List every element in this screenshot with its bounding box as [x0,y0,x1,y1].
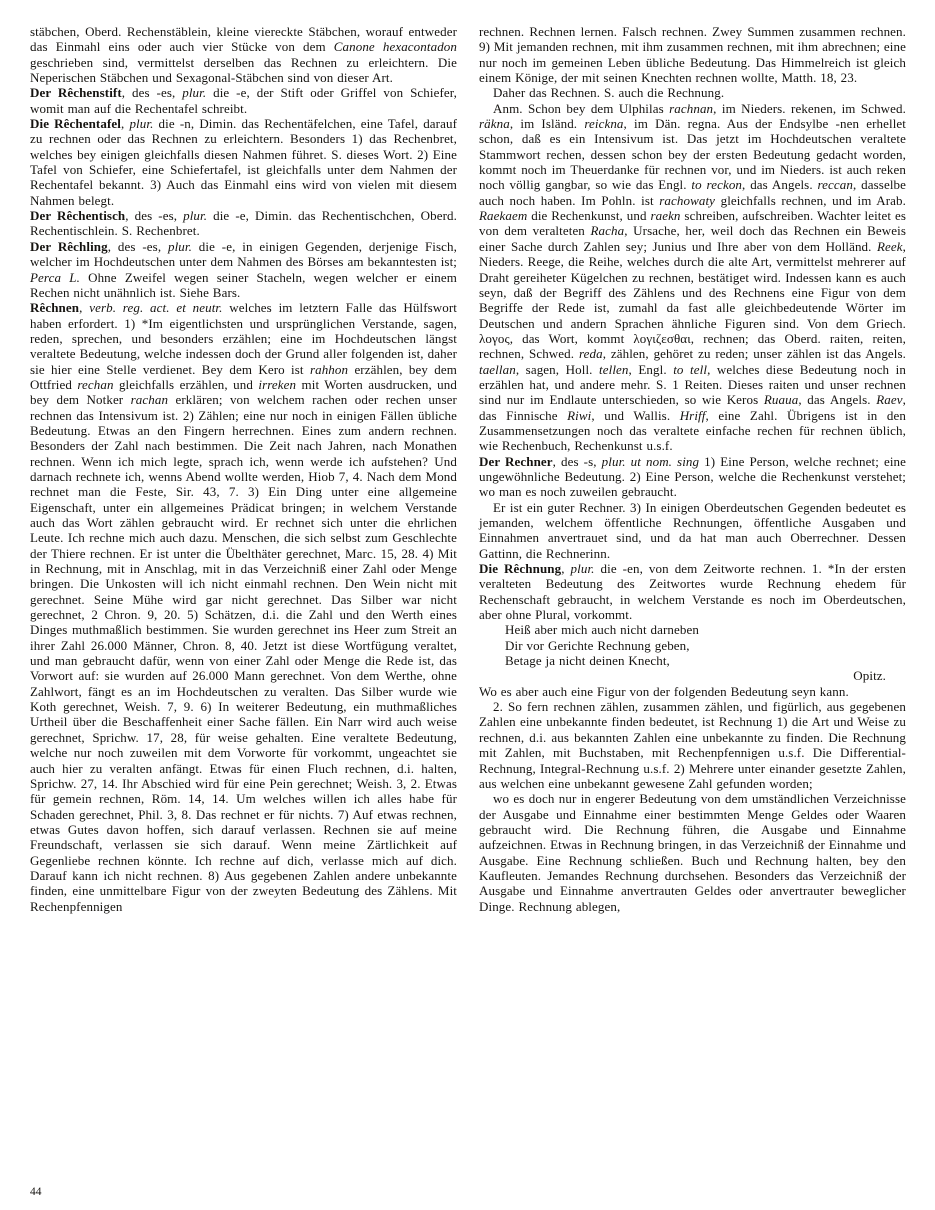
text-run: geschrieben sind, vermittelst derselben das Rechnen zu erleichtern. Die Neperischen Stäbchen und Sexagonal-Stäbchen sind von dieser Art. [30,54,457,86]
text-run: schreiben, aufschreiben. Wachter leitet es von dem veralteten [479,208,906,239]
paragraph [479,85,906,100]
text-run: Ohne Zweifel wegen seiner Stacheln, wegen welcher er einem Rechen nicht unähnlich ist. Siehe Bars. [30,269,457,300]
text-run: , des -s, [552,453,602,469]
text-run: , das Finnische [479,392,906,423]
page-number: 44 [30,1186,42,1198]
text-run: plur. [570,561,595,577]
text-run: Racha [590,223,625,239]
paragraph [479,684,906,699]
text-run: , [561,561,571,577]
text-column-right [479,24,906,914]
text-run: rachan [130,392,169,408]
text-run: , welches diese Bedeutung noch in erzählen hat, und andere mehr. S. 1 Reiten. Dieses raiten und unser rechnen sind nur im Endlaute unterschieden, so wie Keros [479,361,906,408]
text-run: , sagen, Holl. [515,361,600,377]
text-run: , das Angels. [798,392,877,408]
headword: Der Rêchenstift [30,85,122,101]
text-run: reickna [584,116,624,132]
text-run: erklären; von welchem rachen oder rechen unser rechnen das Intensivum ist. 2) Zählen; eine nur noch in einigen Fällen übliche Bedeutung. Etwas an den Fingern herrechnen. Eines zum andern rechnen. Besonders der Zahl nach bestimmen. Die Zeit nach Jahren, nach Monathen rechnen. Wenn ich mich legte, sprach ich, wenn werde ich aufstehen? Und darnach rechnete ich, wenns Abend wollte werden, Hiob 7, 4. Nach dem Mond rechnet man die Feste, Sir. 43, 7. 3) Ein Ding unter eine allgemeine Eigenschaft, unter ein allgemeines Prädicat bringen; in welchem Verstande auch das Wort zählen gebraucht wird. Er rechnet sich unter die ehrlichen Leute. Ich rechne mich auch dazu. Menschen, die sich selbst zum Geschlechte der Thiere rechnen. Er ist unter die Übelthäter gerechnet, Marc. 15, 28. 4) Mit in Rechnung, mit in Anschlag, mit in das Verzeichniß einer Zahl oder Menge bringen. Die Unkosten will ich nicht einmahl rechnen. Den Wein nicht mit gerechnet. Seine Mühe wird gar nicht gerechnet. Das Silber war nicht gerechnet, 2 Chron. 9, 20. 5) Schätzen, d.i. die Zahl und den Werth eines Dinges muthmaßlich bestimmen. Sie wurden gerechnet ins Heer zum Streit an ihrer Zahl 26.000 Männer, Chron. 8, 40. Jetzt ist diese Wortfügung veraltet, und man gebraucht dafür, wenn von einer Zahl oder Menge die Rede ist, das Vorwort auf: sie wurden auf 26.000 Mann gerechnet. Von dem Werthe, ohne Zahlwort, fängt es an im Hochdeutschen zu veralten. Das Silber wurde wie Koth gerechnet, Weish. 7, 9. 6) In weiterer Bedeutung, ein muthmaßliches Urtheil über die Beschaffenheit einer Sache fällen. Ein Narr wird auch weise gerechnet, Sprichw. 17, 28, für weise gehalten. Eine veraltete Bedeutung, welche nur noch zuweilen mit dem Vorworte für vorkommt, ungeachtet sie auch hier zu veralten anfängt. Etwas für einen Fluch rechnen, d.i. halten, Sprichw. 27, 14. Ihr Abschied wird für eine Pein gerechnet; Weish. 3, 2. Etwas für gemein rechnen, Röm. 14, 14. Um welches willen ich alles habe für Schaden gerechnet, Phil. 3, 8. Das rechnet er für nichts. 7) Auf etwas rechnen, etwas Gutes davon hoffen, sich darauf verlassen. Rechnen sie auf meine Freundschaft, verlassen sie sich darauf. Wenn meine Zärtlichkeit auf Gegenliebe rechnen könnte. Ich rechne auf dich, verlasse mich auf dich. Darauf kann ich nicht rechnen. 8) Aus gegebenen Zahlen andere unbekannte finden, eine unmittelbare Figur von der zweyten Bedeutung des Zählens. Mit Rechenpfennigen [30,392,457,914]
text-run: Betage ja nicht deinen Knecht, [505,653,670,669]
verse-line [479,653,906,668]
text-run: die -e, in einigen Gegenden, derjenige Fisch, welcher im Hochdeutschen unter dem Nahmen des Börses am bekanntesten ist; [30,238,457,270]
text-run: , Ursache, her, weil doch das Rechnen ein Beweis einer Sache durch Zahlen sey; Junius und Ihre aber von dem Holländ. [479,223,906,254]
text-run: , Nieders. Reege, die Reihe, welches durch die alte Art, vermittelst mehrerer auf Draht gereiheter Kügelchen zu rechnen, bestätiget wird. Indessen kann es auch seyn, daß der Begriff des Zählens und des Rechnens eine Figur von dem Begriffe der Rede ist, zumahl da fast alle gleichbedeutende Wörter im Deutschen und andern Sprachen ähnliche Figuren sind. Von dem Griech. λογος, das Wort, kommt λογιζεσθαι, rechnen; das Oberd. raiten, reiten, rechnen, Schwed. [479,238,906,362]
text-run: Raekaem [479,208,528,224]
text-run: , [79,300,90,316]
text-run: to tell [673,361,708,377]
text-run: Reek [876,238,903,254]
text-run: plur. [182,85,207,101]
text-run: plur. [168,238,192,254]
paragraph [479,24,906,85]
text-columns [30,24,907,914]
headword: Der Rechner [479,453,553,469]
dictionary-entry [30,300,457,914]
attribution [479,668,906,683]
text-run: plur. [183,208,208,224]
text-run: gleichfalls erzählen, und [113,376,259,392]
text-run: verb. reg. act. et neutr. [89,300,223,316]
text-run: , im Nieders. rekenen, im Schwed. [713,100,906,116]
verse-line [479,638,906,653]
text-run: , im Dän. regna. Aus der Endsylbe -nen erhellet schon, daß es ein Intensivum ist. Das jetzt im Hochdeutschen veraltete Stammwort rechen, dessen schon bey der ersten Bedeutung gedacht worden, kommt noch im Theuerdanke für rechnen vor, und im Nieders. ist auch reken noch völlig gangbar, so wie das Engl. [479,116,906,193]
dictionary-entry [30,239,457,300]
text-run: , das Angels. [742,177,818,193]
text-run: stäbchen, Oberd. Rechenstäblein, kleine viereckte Stäbchen, worauf entweder das Einmahl eins oder auch vier Stücke von dem [30,24,457,55]
dictionary-entry [30,208,457,239]
text-run: , eine Zahl. Übrigens ist in den Zusammensetzungen noch das veraltete einfache rechen für rechnen üblich, wie Rechenbuch, Rechenkunst u.s.f. [479,407,906,454]
text-run: Raev [876,392,903,408]
text-run: erzählen, bey dem Ottfried [30,361,457,392]
text-run: räkna [479,116,510,132]
text-run: Ruaua [763,392,799,408]
text-run: mit Worten ausdrucken, und bey dem Notker [30,376,457,408]
text-run: 2. So fern rechnen zählen, zusammen zählen, und figürlich, aus gegebenen Zahlen eine unbekannte finden bedeutet, ist Rechnung 1) die Art und Weise zu rechnen, d.i. aus bekannten Zahlen eine unbekannte zu finden. Die Rechnung mit Zahlen, mit Buchstaben, mit Rechenpfennigen u.s.f. Die Differential-Rechnung, Integral-Rechnung u.s.f. 2) Mehrere unter einander gesetzte Zahlen, aus welchen eine unbekannt gewesene Zahl gefunden worden; [479,699,906,791]
text-run: Er ist ein guter Rechner. 3) In einigen Oberdeutschen Gegenden bedeutet es jemanden, welchem öffentliche Rechnungen, öffentliche Ausgaben und Einnahmen anvertrauet sind, und da hat man auch Oberrechner. Dessen Gattinn, die Rechnerinn. [479,499,906,561]
text-run: reccan [817,177,853,193]
text-run: plur. [129,116,154,132]
text-run: irreken [258,376,297,392]
dictionary-entry [30,85,457,116]
text-run: , und Wallis. [591,407,680,423]
dictionary-entry [479,454,906,500]
text-run: die -n, Dimin. das Rechentäfelchen, eine Tafel, darauf zu rechnen oder das Rechnen zu erleichtern. Besonders 1) das Rechenbret, welches bey einigen gleichfalls diesen Nahmen führet. S. dieses Wort. 2) Eine Tafel von Schiefer, eine Schiefertafel, ist gleichfalls unter dem Nahmen der Rechentafel bekannt. 3) Auch das Einmahl eins wird von vielen mit diesem Nahmen belegt. [30,116,458,208]
text-run: Dir vor Gerichte Rechnung geben, [505,637,690,653]
text-run: Opitz. [853,668,886,684]
text-run: Riwi [567,407,592,423]
text-column-left [30,24,457,914]
text-run: Perca L. [30,269,80,285]
headword: Rêchnen [30,300,80,316]
text-run: die -en, von dem Zeitworte rechnen. 1. *In der ersten veralteten Bedeutung des Zeitwortes wurde Rechnung ehedem für Rechenschaft gebraucht, in welchem Verstande es noch im Oberdeutschen, aber ohne Plural, vorkommt. [479,561,906,623]
text-run: rachowaty [659,192,716,208]
text-run: die -e, Dimin. das Rechentischchen, Oberd. Rechentischlein. S. Rechenbret. [30,208,457,239]
text-run: , dasselbe auch noch haben. Im Pohln. ist [479,177,906,208]
headword: Der Rêchentisch [30,208,126,224]
text-run: Wo es aber auch eine Figur von der folgenden Bedeutung seyn kann. [479,683,849,699]
text-run: Hriff [679,407,706,423]
text-run: to reckon [691,177,743,193]
text-run: rechnen. Rechnen lernen. Falsch rechnen. Zwey Summen zusammen rechnen. 9) Mit jemanden rechnen, mit ihm zusammen rechnen, mit ihm abrechnen; eine nur noch im gemeinen Leben übliche Bedeutung. Das Himmelreich ist gleich einem Könige, der mit seinen Knechten rechnen wollte, Matth. 18, 23. [479,24,906,86]
headword: Der Rêchling [30,238,108,254]
text-run: rechan [77,376,114,392]
text-run: Daher das Rechnen. S. auch die Rechnung. [493,85,725,101]
verse-line [479,622,906,637]
text-run: plur. ut nom. sing [601,453,700,469]
text-run: , Engl. [628,361,674,377]
text-run: Anm. Schon bey dem Ulphilas [493,100,670,116]
text-run: Canone hexacontadon [333,39,457,55]
headword: Die Rêchentafel [30,116,121,132]
text-run: welches im letztern Falle das Hülfswort haben erfordert. 1) *Im eigentlichsten und ursprünglichen Verstande, sagen, reden, sprechen, und besonders erzählen; eine im Hochdeutschen längst veraltete Bedeutung, welche indessen doch der Grund aller folgenden ist, daher sie hier eine Stelle verdienet. Bey dem Kero ist [30,300,458,377]
text-run: rachnan [669,100,714,116]
text-run: , des -es, [125,208,184,224]
text-run: Heiß aber mich auch nicht darneben [505,622,699,638]
text-run: reda [578,346,603,362]
text-run: , des -es, [121,85,183,101]
text-run: taellan [479,361,516,377]
text-run: tellen [599,361,629,377]
text-run: , im Isländ. [509,116,585,132]
dictionary-entry [479,561,906,622]
headword: Die Rêchnung [479,561,562,577]
paragraph [30,24,457,85]
paragraph [479,699,906,791]
text-run: , [120,116,130,132]
text-run: raekn [650,208,681,224]
dictionary-entry [30,116,457,208]
text-run: die Rechenkunst, und [527,208,651,224]
text-run: 1) Eine Person, welche rechnet; eine ungewöhnliche Bedeutung. 2) Eine Person, welche die Rechenkunst verstehet; wo man es noch zuweilen gebraucht. [479,453,907,500]
text-run: rahhon [309,361,349,377]
paragraph [479,101,906,454]
text-run: , des -es, [107,238,168,254]
text-run: gleichfalls rechnen, und im Arab. [715,192,906,208]
paragraph [479,791,906,914]
text-run: wo es doch nur in engerer Bedeutung von dem umständlichen Verzeichnisse der Ausgabe und Einnahme einer bestimmten Menge Geldes oder Waaren gebraucht wird. Die Rechnung führen, die Ausgabe und Einnahme aufzeichnen. Etwas in Rechnung bringen, in das Verzeichniß der Einnahme und Ausgabe. Eine Rechnung schließen. Buch und Rechnung halten, bey den Kaufleuten. Jemandes Rechnung durchsehen. Besonders das Verzeichniß der Ausgabe und Einnahme anvertrauten Geldes oder anvertrauter beweglicher Dinge. Rechnung ablegen, [479,791,906,914]
paragraph [479,500,906,561]
text-run: die -e, der Stift oder Griffel von Schiefer, womit man auf die Rechentafel schreibt. [30,85,458,116]
text-run: , zählen, gehöret zu reden; unser zählen ist das Angels. [602,346,907,362]
